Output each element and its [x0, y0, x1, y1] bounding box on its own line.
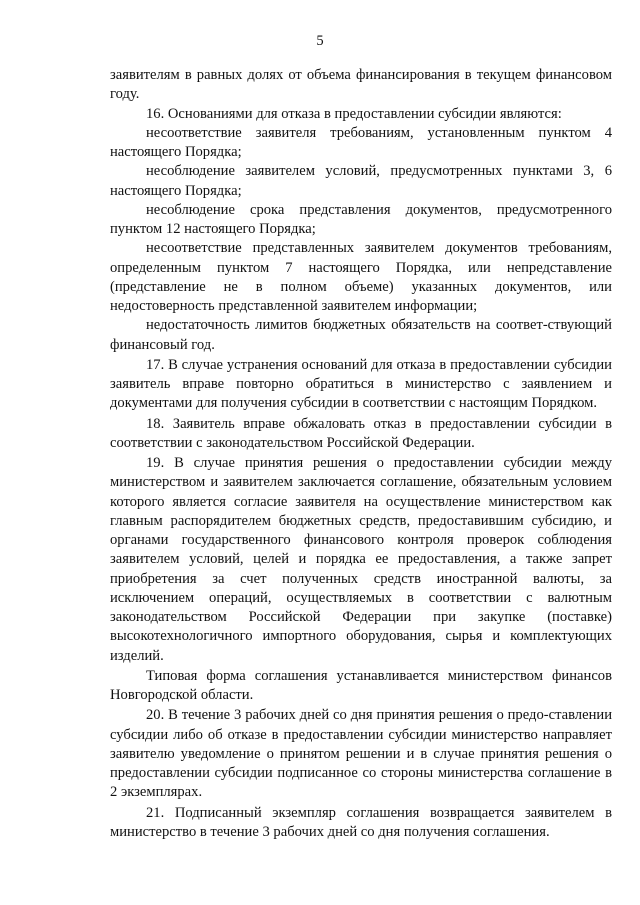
paragraph-16-item-1: несоответствие заявителя требованиям, установленным пунктом 4 настоящего Порядка; — [110, 124, 612, 160]
paragraph-continuation: заявителям в равных долях от объема финансирования в текущем финансовом году. — [110, 67, 612, 103]
document-body — [110, 66, 612, 842]
paragraph-16-item-5: недостаточность лимитов бюджетных обязательств на соответ-ствующий финансовый год. — [110, 317, 612, 353]
paragraph-19-typical-form: Типовая форма соглашения устанавливается министерством финансов Новгородской области. — [110, 667, 612, 703]
paragraph-16-item-4: несоответствие представленных заявителем документов требованиям, определенным пунктом 7 настоящего Порядка, или непредставление (представление не в полном объеме) указанных документов, или недостоверность представленной заявителем информации; — [110, 240, 612, 314]
paragraph-20: 20. В течение 3 рабочих дней со дня принятия решения о предо-ставлении субсидии либо об отказе в предоставлении субсидии министерство направляет заявителю уведомление о принятом решении и в случае принятия решения о предоставлении субсидии подписанное со стороны министерства соглашение в 2 экземплярах. — [110, 707, 612, 801]
page-number: 5 — [316, 33, 324, 49]
paragraph-21: 21. Подписанный экземпляр соглашения возвращается заявителем в министерство в течение 3 рабочих дней со дня получения соглашения. — [110, 804, 612, 840]
paragraph-18: 18. Заявитель вправе обжаловать отказ в предоставлении субсидии в соответствии с законодательством Российской Федерации. — [110, 415, 612, 451]
paragraph-16-item-3: несоблюдение срока представления документов, предусмотренного пунктом 12 настоящего Порядка; — [110, 201, 612, 237]
paragraph-17: 17. В случае устранения оснований для отказа в предоставлении субсидии заявитель вправе повторно обратиться в министерство с заявлением и документами для получения субсидии в соответствии с настоящим Порядком. — [110, 356, 612, 412]
paragraph-16-item-2: несоблюдение заявителем условий, предусмотренных пунктами 3, 6 настоящего Порядка; — [110, 163, 612, 199]
paragraph-16-heading: 16. Основаниями для отказа в предоставлении субсидии являются: — [146, 105, 562, 122]
paragraph-19: 19. В случае принятия решения о предоставлении субсидии между министерством и заявителем заключается соглашение, обязательным условием которого является согласие заявителя на осуществление министерством как главным распорядителем бюджетных средств, предоставившим субсидию, и органами государственного финансового контроля проверок соблюдения заявителем условий, целей и порядка ее предоставления, а также запрет приобретения за счет полученных средств иностранной валюты, за исключением операций, осуществляемых в соответствии с валютным законодательством Российской Федерации при закупке (поставке) высокотехнологичного импортного оборудования, сырья и комплектующих изделий. — [110, 455, 612, 664]
